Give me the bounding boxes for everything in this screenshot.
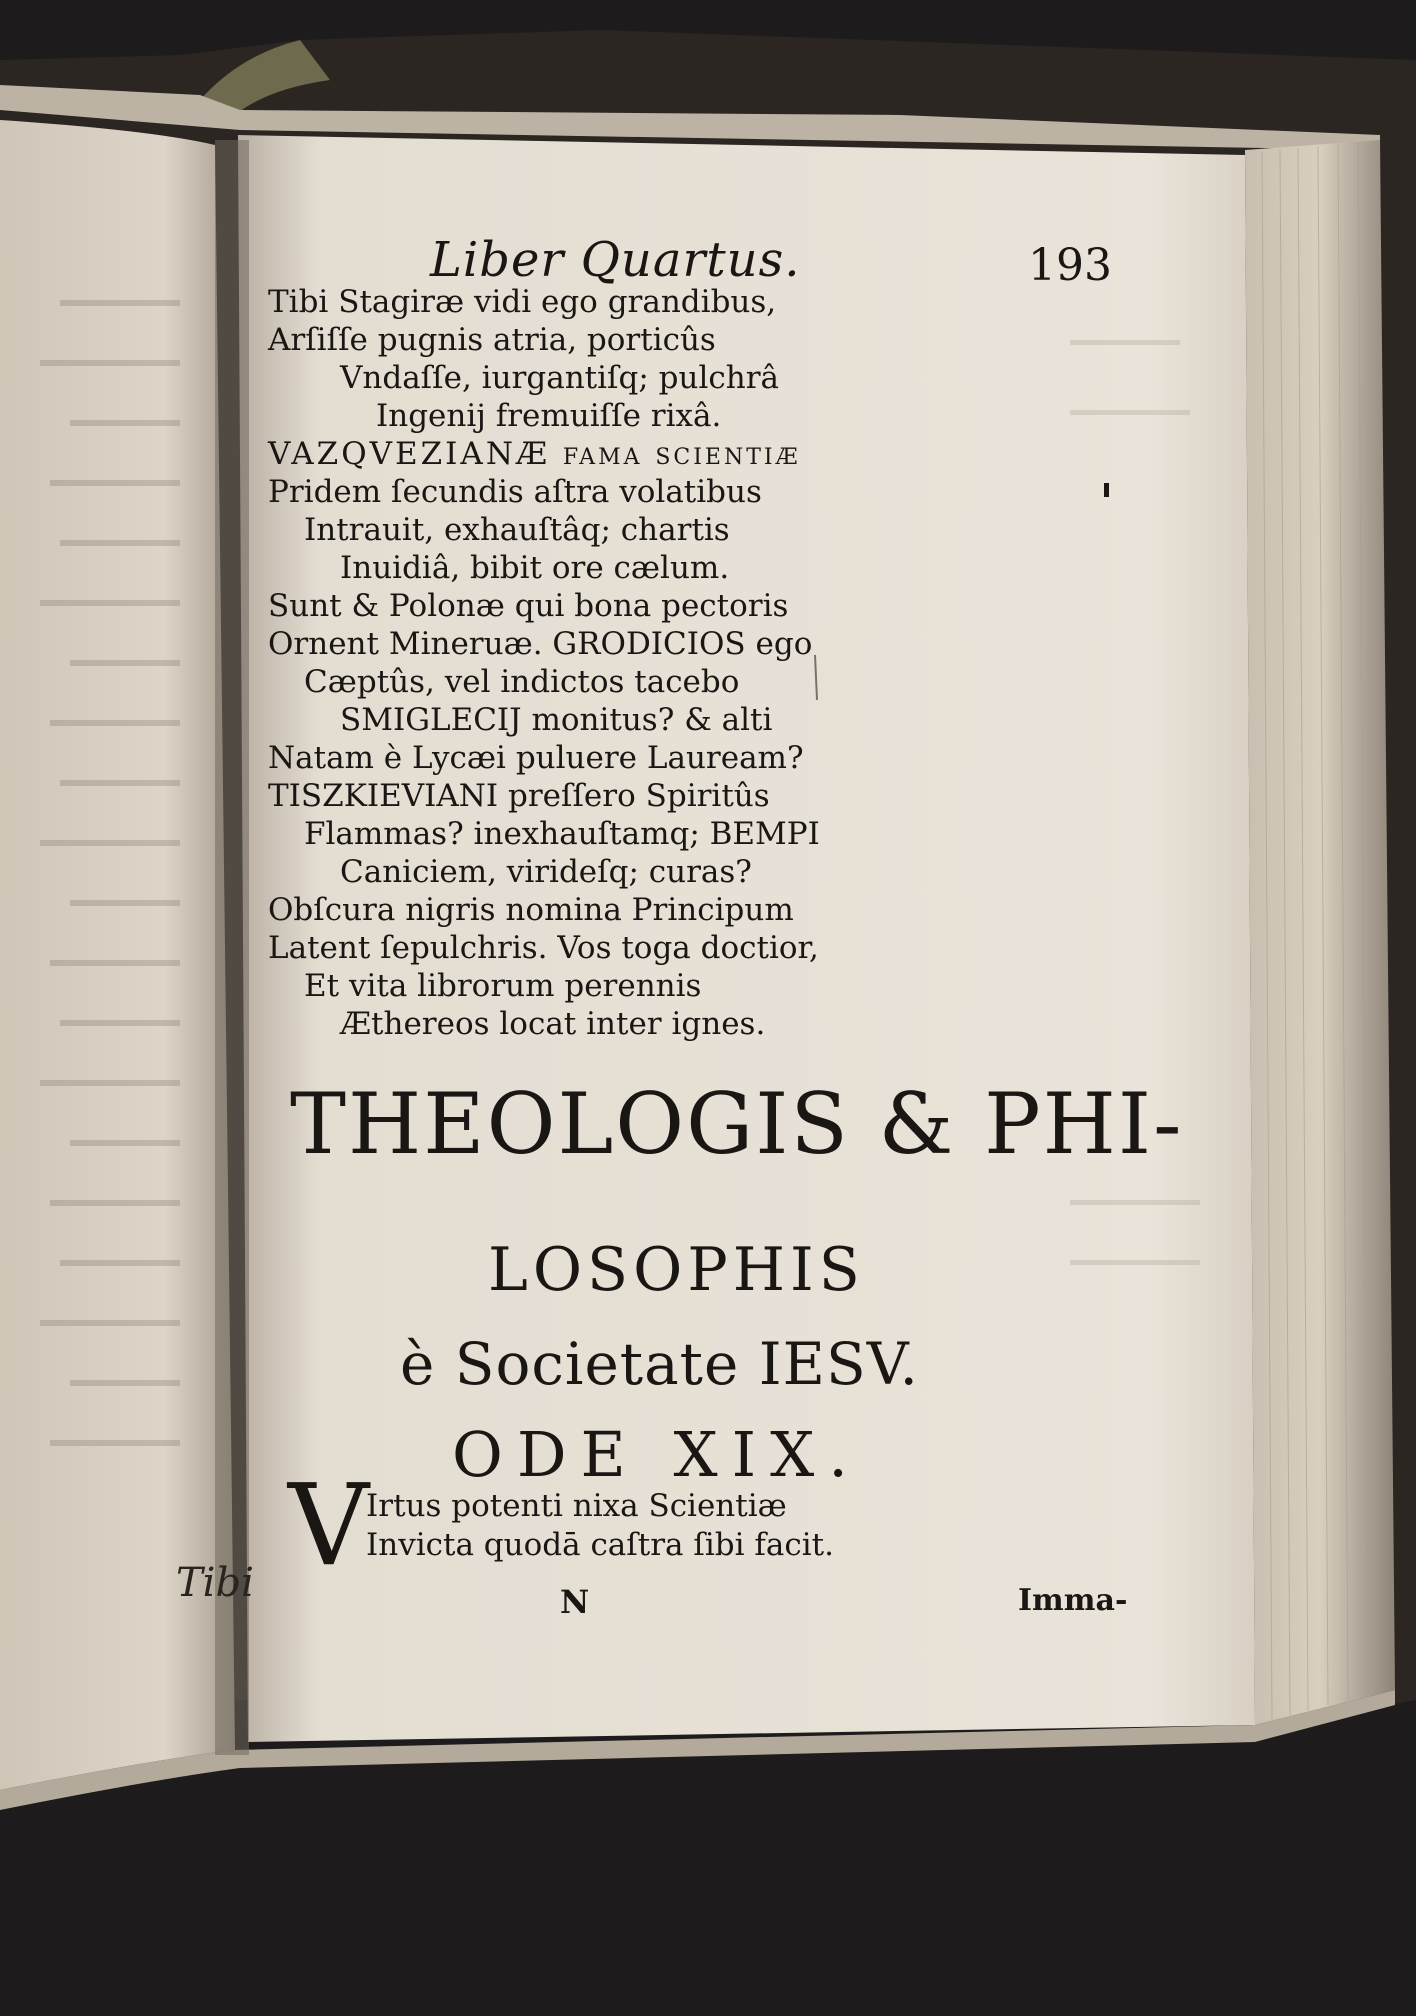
poem-line: Et vita librorum perennis [304, 968, 702, 1004]
poem-line: Natam è Lycæi puluere Lauream? [268, 740, 804, 776]
catchword: Imma- [1018, 1583, 1128, 1618]
running-head: Liber Quartus. [430, 232, 801, 288]
poem-line: TISZKIEVIANI preſſero Spiritûs [268, 778, 770, 814]
poem-line: Inuidiâ, bibit ore cælum. [340, 550, 730, 586]
poem-line: Intrauit, exhauſtâq; chartis [304, 512, 730, 548]
poem-line: Æthereos locat inter ignes. [340, 1006, 766, 1042]
poem-line: Obſcura nigris nomina Principum [268, 892, 794, 928]
signature-mark: N [560, 1583, 590, 1621]
ode-number: ODE XIX. [452, 1418, 862, 1491]
poem-line: Ingenij fremuiſſe rixâ. [376, 398, 722, 434]
poem-line: Latent ſepulchris. Vos toga doctior, [268, 930, 819, 966]
poem-line: SMIGLECIJ monitus? & alti [340, 702, 773, 738]
poem-line: Arſiſſe pugnis atria, porticûs [268, 322, 716, 358]
poem-line: Caniciem, virideſq; curas? [340, 854, 752, 890]
poem-line: Pridem ſecundis aſtra volatibus [268, 474, 762, 510]
drop-cap: V [288, 1461, 369, 1591]
poem-line: Cæptûs, vel indictos tacebo [304, 664, 740, 700]
ode-heading-line-1: THEOLOGIS & PHI- [290, 1075, 1184, 1173]
poem-text [268, 283, 928, 1043]
poem-line: Tibi Stagiræ vidi ego grandibus, [268, 284, 777, 320]
left-page-catchword: Tibi [176, 1560, 254, 1606]
ode-line: Invicta quodā caſtra ſibi facit. [366, 1527, 834, 1563]
poem-line: Vndaſſe, iurgantiſq; pulchrâ [340, 360, 780, 396]
ode-heading-line-3: è Societate IESV. [400, 1330, 919, 1398]
poem-line: VAZQVEZIANÆ fama ſcientiæ [268, 436, 801, 472]
ode-heading-line-2: LOSOPHIS [488, 1235, 865, 1305]
page-number: 193 [1028, 240, 1112, 291]
poem-line: Sunt & Polonæ qui bona pectoris [268, 588, 789, 624]
ode-line: Irtus potenti nixa Scientiæ [366, 1488, 787, 1524]
poem-line: Flammas? inexhauſtamq; BEMPI [304, 816, 820, 852]
poem-line: Ornent Mineruæ. GRODICIOS ego [268, 626, 813, 662]
